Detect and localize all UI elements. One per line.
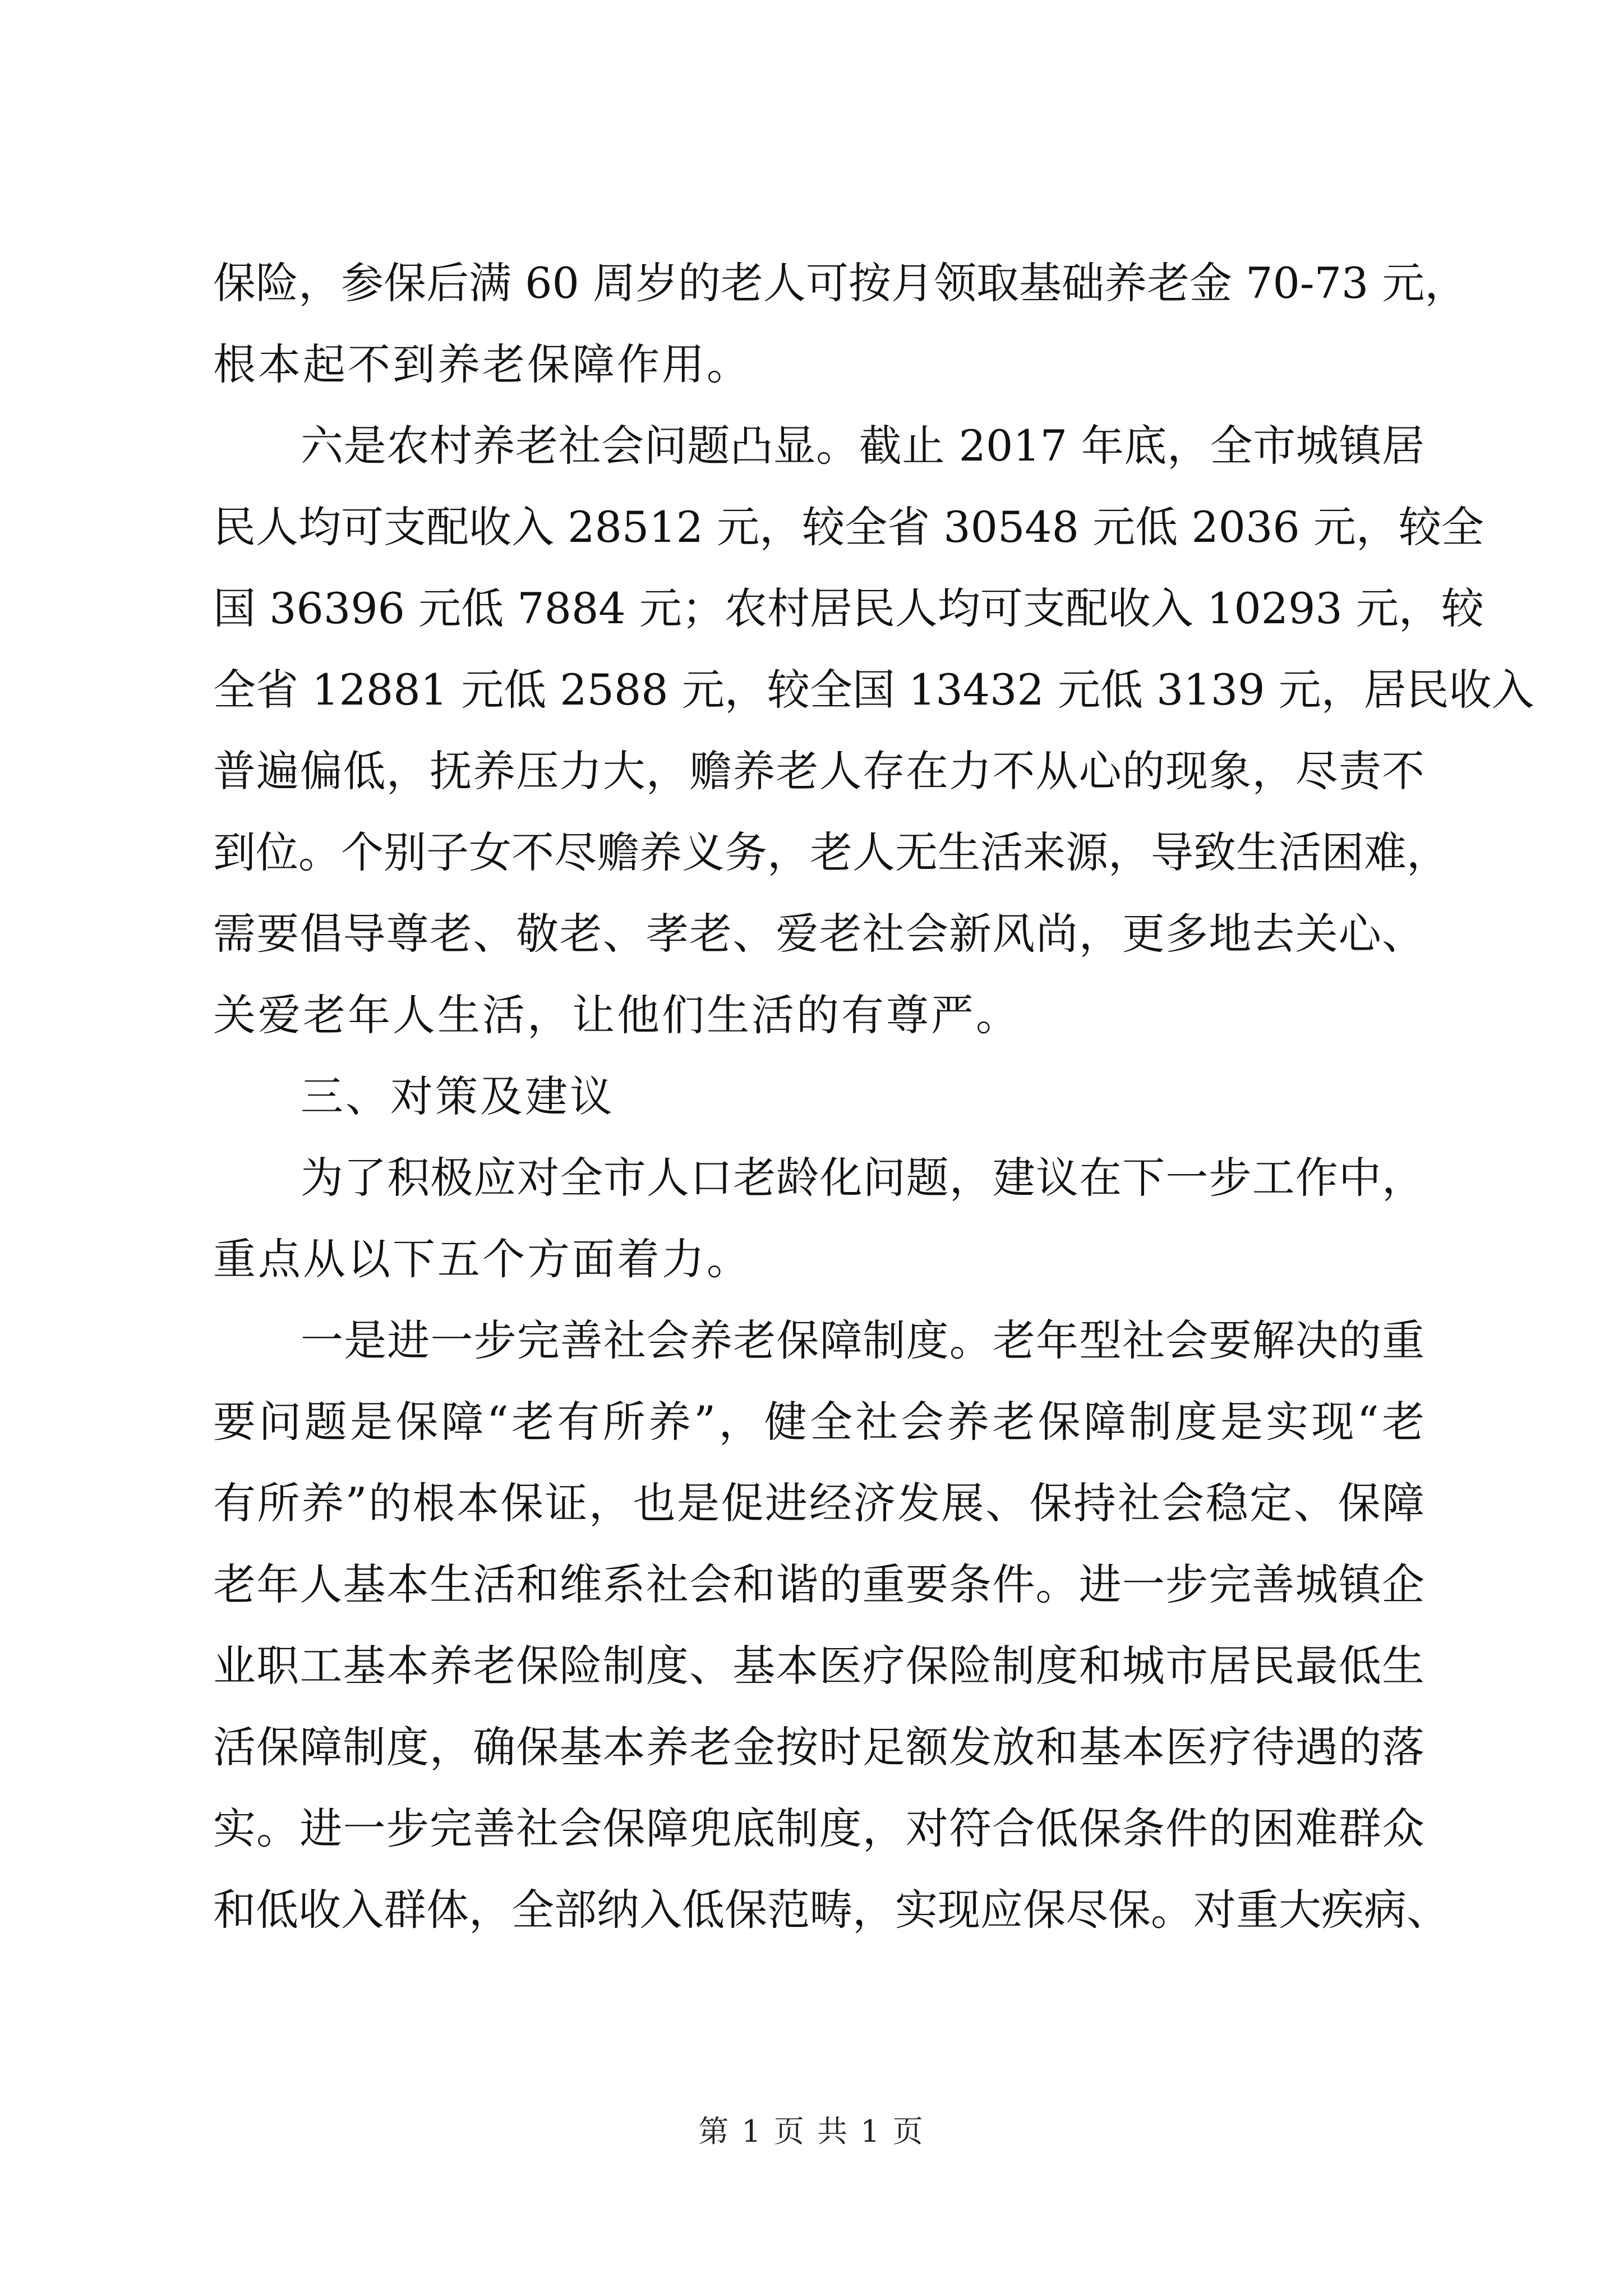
text-line: 一是进一步完善社会养老保障制度。老年型社会要解决的重	[301, 1315, 1424, 1365]
text-line: 需要倡导尊老、敬老、孝老、爱老社会新风尚，更多地去关心、	[213, 909, 1424, 959]
text-line: 国 36396 元低 7884 元；农村居民人均可支配收入 10293 元，较	[213, 583, 1484, 633]
text-line: 重点从以下五个方面着力。	[213, 1234, 751, 1284]
section-heading: 三、对策及建议	[301, 1071, 615, 1121]
text-line: 和低收入群体，全部纳入低保范畴，实现应保尽保。对重大疾病、	[213, 1885, 1449, 1935]
text-line: 民人均可支配收入 28512 元，较全省 30548 元低 2036 元，较全	[213, 502, 1484, 552]
text-line: 根本起不到养老保障作用。	[213, 339, 751, 389]
text-line: 有所养”的根本保证，也是促进经济发展、保持社会稳定、保障	[213, 1478, 1424, 1528]
text-line: 业职工基本养老保险制度、基本医疗保险制度和城市居民最低生	[213, 1641, 1424, 1691]
text-line: 实。进一步完善社会保障兜底制度，对符合低保条件的困难群众	[213, 1803, 1424, 1853]
text-line: 要问题是保障“老有所养”，健全社会养老保障制度是实现“老	[213, 1397, 1424, 1447]
text-line: 活保障制度，确保基本养老金按时足额发放和基本医疗待遇的落	[213, 1722, 1424, 1772]
text-line: 到位。个别子女不尽赡养义务，老人无生活来源，导致生活困难，	[213, 827, 1449, 877]
text-line: 关爱老年人生活，让他们生活的有尊严。	[213, 990, 1021, 1040]
page-number-footer: 第 1 页 共 1 页	[698, 2114, 925, 2149]
text-line: 全省 12881 元低 2588 元，较全国 13432 元低 3139 元，居民收入	[213, 665, 1534, 715]
text-line: 老年人基本生活和维系社会和谐的重要条件。进一步完善城镇企	[213, 1559, 1424, 1609]
text-line: 为了积极应对全市人口老龄化问题，建议在下一步工作中，	[301, 1153, 1424, 1203]
text-line: 保险，参保后满 60 周岁的老人可按月领取基础养老金 70-73 元，	[213, 258, 1468, 308]
text-line: 普遍偏低，抚养压力大，赡养老人存在力不从心的现象，尽责不	[213, 746, 1424, 796]
text-line: 六是农村养老社会问题凸显。截止 2017 年底，全市城镇居	[301, 421, 1424, 471]
